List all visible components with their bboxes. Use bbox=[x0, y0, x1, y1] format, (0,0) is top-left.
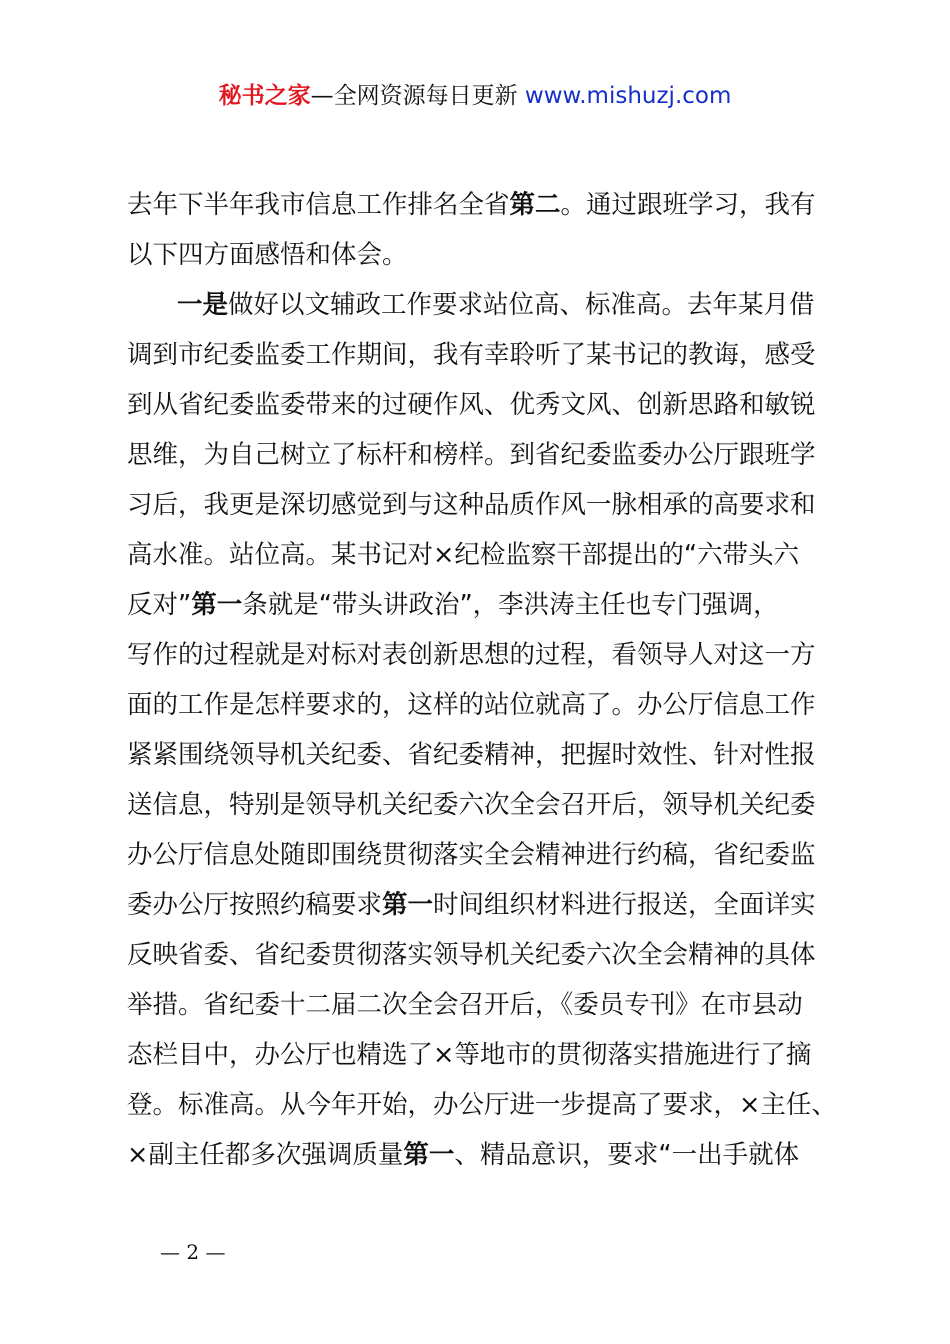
text-run: 时间组织材料进行报送，全面详实 bbox=[433, 890, 816, 920]
site-header bbox=[0, 80, 950, 112]
text-line bbox=[127, 430, 837, 480]
text-run: 、精品意识，要求“一出手就体 bbox=[454, 1140, 800, 1170]
text-run: 紧紧围绕领导机关纪委、省纪委精神，把握时效性、针对性报 bbox=[127, 740, 816, 770]
bold-text: 第一 bbox=[403, 1140, 455, 1170]
bold-text: 第一 bbox=[191, 590, 243, 620]
text-run: 反映省委、省纪委贯彻落实领导机关纪委六次全会精神的具体 bbox=[127, 940, 816, 970]
document-body bbox=[127, 180, 837, 1180]
text-line bbox=[127, 280, 837, 330]
text-run: 举措。省纪委十二届二次全会召开后，《委员专刊》在市县动 bbox=[127, 990, 803, 1020]
site-brand: 秘书之家 bbox=[218, 83, 311, 109]
text-line bbox=[127, 730, 837, 780]
text-line bbox=[127, 930, 837, 980]
site-tagline: —全网资源每日更新 bbox=[310, 83, 518, 109]
text-run: 去年下半年我市信息工作排名全省 bbox=[127, 190, 510, 220]
text-run: 送信息，特别是领导机关纪委六次全会召开后，领导机关纪委 bbox=[127, 790, 816, 820]
text-run: 委办公厅按照约稿要求 bbox=[127, 890, 383, 920]
text-line bbox=[127, 530, 837, 580]
text-line bbox=[127, 330, 837, 380]
text-run: 写作的过程就是对标对表创新思想的过程，看领导人对这一方 bbox=[127, 640, 816, 670]
bold-text: 第一 bbox=[382, 890, 434, 920]
text-line bbox=[127, 880, 837, 930]
text-line bbox=[127, 1130, 837, 1180]
text-run: 到从省纪委监委带来的过硬作风、优秀文风、创新思路和敏锐 bbox=[127, 390, 816, 420]
text-run: 高水准。站位高。某书记对×纪检监察干部提出的“六带头六 bbox=[127, 540, 800, 570]
text-line bbox=[127, 830, 837, 880]
text-run: 条就是“带头讲政治”，李洪涛主任也专门强调， bbox=[242, 590, 779, 620]
page-number: — 2 — bbox=[160, 1240, 226, 1264]
text-line bbox=[127, 780, 837, 830]
text-line bbox=[127, 180, 837, 230]
text-run: 以下四方面感悟和体会。 bbox=[127, 240, 408, 270]
text-run: 登。标准高。从今年开始，办公厅进一步提高了要求，×主任、 bbox=[127, 1090, 837, 1120]
text-run: ×副主任都多次强调质量 bbox=[127, 1140, 404, 1170]
text-run: 面的工作是怎样要求的，这样的站位就高了。办公厅信息工作 bbox=[127, 690, 816, 720]
text-run: 习后，我更是深切感觉到与这种品质作风一脉相承的高要求和 bbox=[127, 490, 816, 520]
text-run: 调到市纪委监委工作期间，我有幸聆听了某书记的教诲，感受 bbox=[127, 340, 816, 370]
text-run: 做好以文辅政工作要求站位高、标准高。去年某月借 bbox=[228, 290, 815, 320]
text-line bbox=[127, 380, 837, 430]
text-line bbox=[127, 980, 837, 1030]
text-line bbox=[127, 630, 837, 680]
text-line bbox=[127, 1080, 837, 1130]
text-run: 反对” bbox=[127, 590, 192, 620]
text-run: 思维，为自己树立了标杆和榜样。到省纪委监委办公厅跟班学 bbox=[127, 440, 816, 470]
text-line bbox=[127, 580, 837, 630]
bold-text: 第二 bbox=[509, 190, 561, 220]
text-run: 态栏目中，办公厅也精选了×等地市的贯彻落实措施进行了摘 bbox=[127, 1040, 812, 1070]
text-line bbox=[127, 480, 837, 530]
site-url-link[interactable]: www.mishuzj.com bbox=[524, 83, 732, 109]
text-line bbox=[127, 680, 837, 730]
text-line bbox=[127, 230, 837, 280]
text-run: 办公厅信息处随即围绕贯彻落实全会精神进行约稿，省纪委监 bbox=[127, 840, 816, 870]
text-line bbox=[127, 1030, 837, 1080]
bold-text: 一是 bbox=[177, 290, 229, 320]
text-run: 。通过跟班学习，我有 bbox=[560, 190, 816, 220]
